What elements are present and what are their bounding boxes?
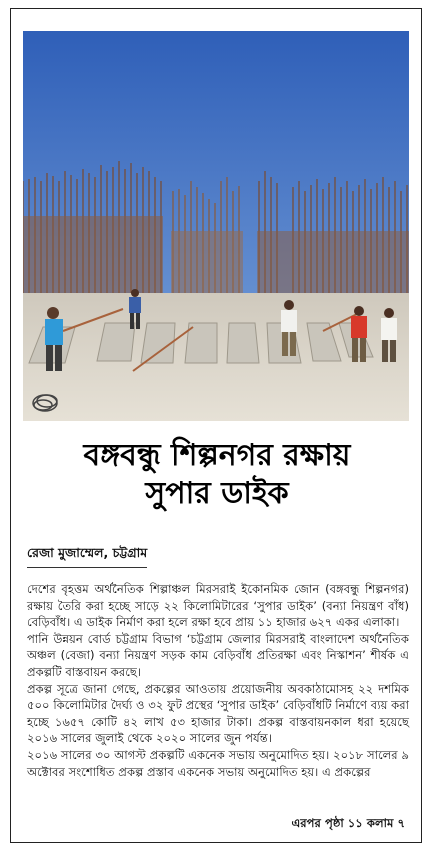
continued-on-page: এরপর পৃষ্ঠা ১১ কলাম ৭	[291, 816, 405, 830]
paragraph: ২০১৬ সালের ৩০ আগস্ট প্রকল্পটি একনেক সভায় অনুমোদিত হয়। ২০১৮ সালের ৯ অক্টোবর সংশোধিত প্রকল্প প্রস্তাব একনেক সভায় অনুমোদিত হয়। এ প্রকল্পের	[27, 747, 409, 779]
paragraph: প্রকল্প সূত্রে জানা গেছে, প্রকল্পের আওতায় প্রয়োজনীয় অবকাঠামোসহ ২২ দশমিক ৫০০ কিলোমিটার দৈর্ঘ্য ও ৩২ ফুট প্রস্থের ‘সুপার ডাইক’ বেড়িবাঁধটি নির্মাণে ব্যয় করা হচ্ছে ১৬৫৭ কোটি ৪২ লাখ ৫৩ হাজার টাকা। প্রকল্প বাস্তবায়নকাল ধরা হয়েছে ২০১৬ সালের জুলাই থেকে ২০২০ সালের জুন পর্যন্ত।	[27, 681, 409, 746]
headline-line-1: বঙ্গবন্ধু শিল্পনগর রক্ষায়	[83, 438, 351, 473]
paragraph: পানি উন্নয়ন বোর্ড চট্টগ্রাম বিভাগ ‘চট্টগ্রাম জেলার মিরসরাই বাংলাদেশ অর্থনৈতিক অঞ্চল (বেজা) বন্যা নিয়ন্ত্রণ সড়ক কাম বেড়িবাঁধ প্রতিরক্ষা এবং নিস্কাশন’ শীর্ষক এ প্রকল্পটি বাস্তবায়ন করছে।	[27, 631, 409, 679]
newspaper-clipping	[10, 8, 422, 843]
byline: রেজা মুজাম্মেল, চট্টগ্রাম	[27, 545, 147, 568]
headline	[19, 437, 415, 513]
paragraph: দেশের বৃহত্তম অর্থনৈতিক শিল্পাঞ্চল মিরসরাই ইকোনমিক জোন (বঙ্গবন্ধু শিল্পনগর) রক্ষায় তৈরি করা হচ্ছে সাড়ে ২২ কিলোমিটারের ‘সুপার ডাইক’ (বন্যা নিয়ন্ত্রণ বাঁধ) বেড়িবাঁধ। এ ডাইক নির্মাণ করা হলে রক্ষা হবে প্রায় ১১ হাজার ৬২৭ একর এলাকা।	[27, 582, 409, 630]
construction-site-photo	[23, 31, 409, 421]
photo-illustration	[23, 31, 409, 421]
headline-line-2: সুপার ডাইক	[145, 476, 289, 511]
article-body	[27, 581, 409, 780]
